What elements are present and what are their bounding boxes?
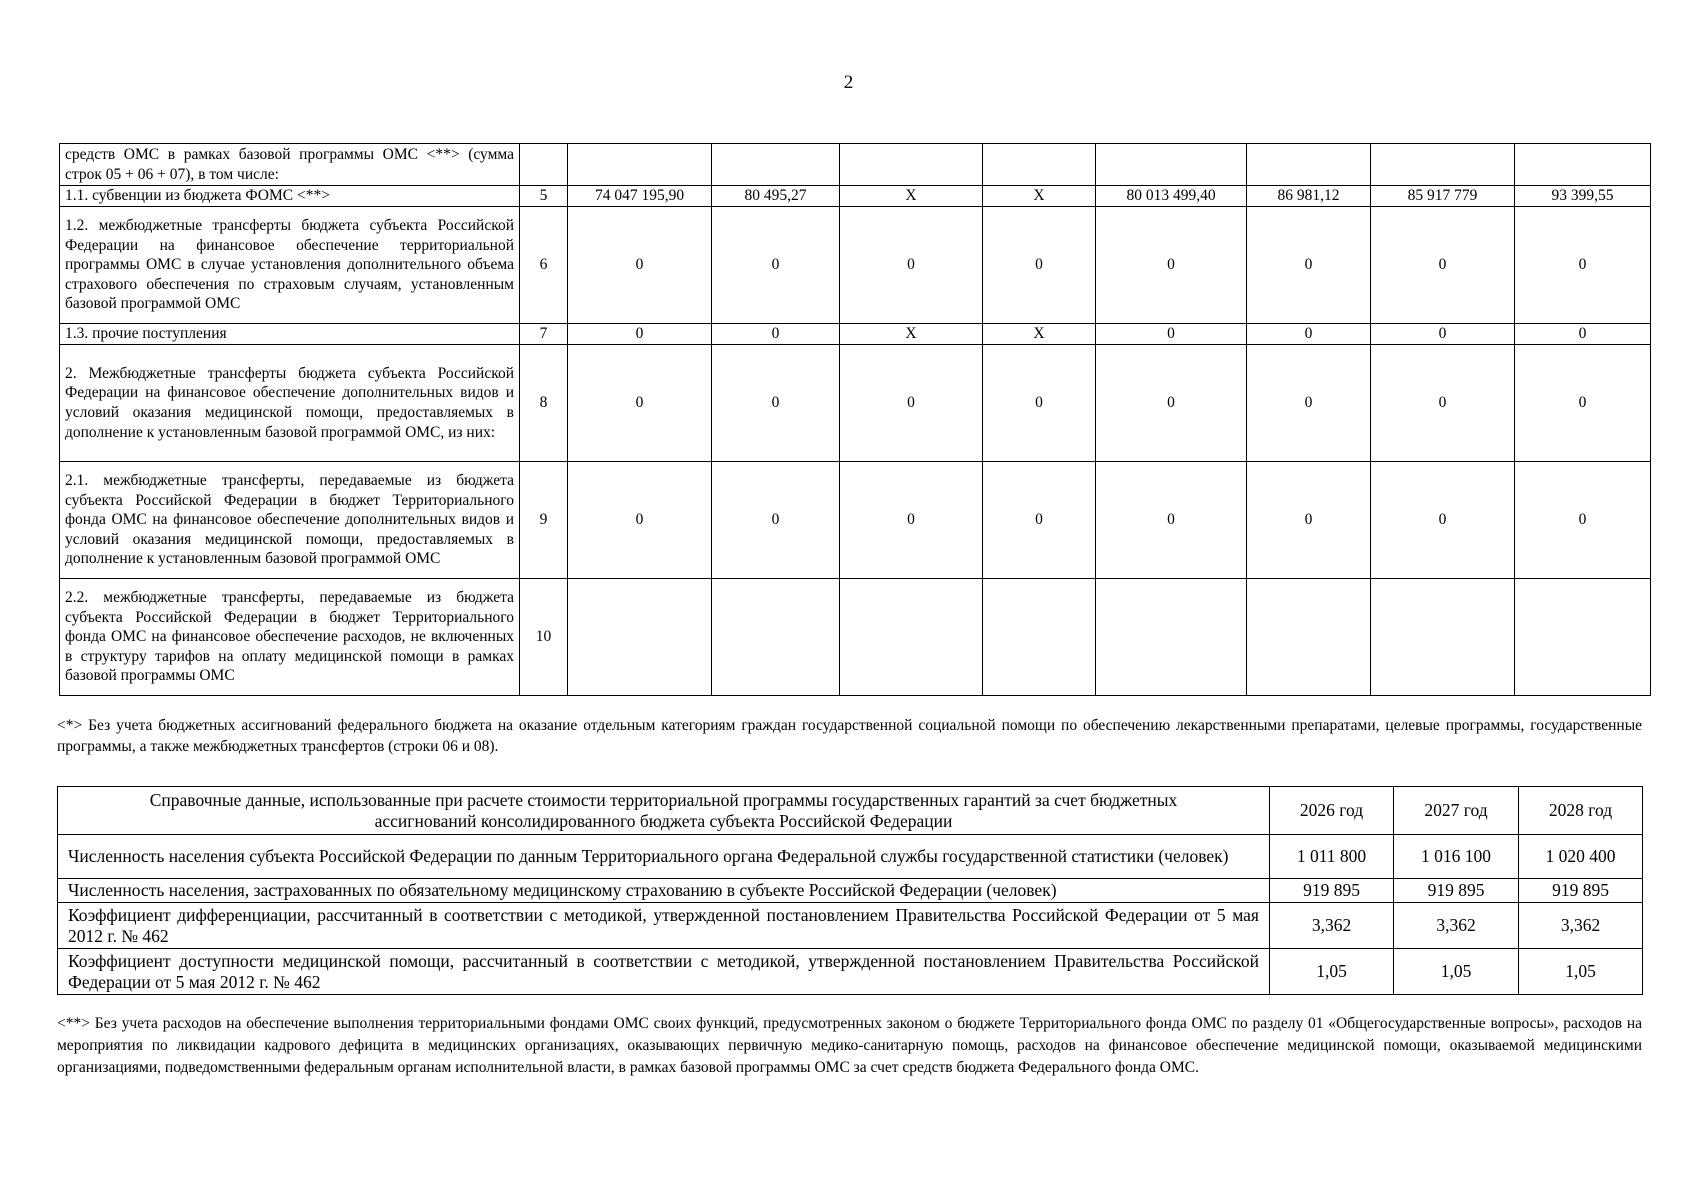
table-cell: 85 917 779: [1371, 186, 1515, 207]
reference-row: [58, 879, 1643, 903]
table-cell: 0: [983, 345, 1096, 462]
table-cell: [712, 144, 840, 186]
table-cell: 0: [1247, 207, 1371, 324]
table-cell: 0: [1096, 462, 1247, 579]
table-cell: [1371, 579, 1515, 696]
table-cell: 0: [840, 462, 983, 579]
table-cell: 0: [1096, 324, 1247, 345]
table-cell: X: [840, 186, 983, 207]
table-cell: [568, 144, 712, 186]
table-cell: 0: [1515, 207, 1651, 324]
reference-value: 3,362: [1270, 903, 1394, 949]
year-2026-header: 2026 год: [1270, 787, 1394, 835]
reference-value: 919 895: [1394, 879, 1519, 903]
row-code: 7: [520, 324, 568, 345]
table-cell: X: [840, 324, 983, 345]
reference-value: 1 016 100: [1394, 835, 1519, 879]
table-row: [60, 186, 1651, 207]
table-cell: 0: [1515, 324, 1651, 345]
table-cell: 0: [1515, 345, 1651, 462]
row-label: 2. Межбюджетные трансферты бюджета субъекта Российской Федерации на финансовое обеспечение дополнительных видов и условий оказания медицинской помощи, предоставляемых в дополнение к установленным базовой программой ОМС, из них:: [60, 345, 520, 462]
table-cell: 0: [1371, 207, 1515, 324]
year-2027-header: 2027 год: [1394, 787, 1519, 835]
table-cell: 0: [568, 207, 712, 324]
table-cell: 0: [1247, 345, 1371, 462]
table-cell: 0: [1247, 324, 1371, 345]
table-cell: 0: [568, 345, 712, 462]
row-code: 8: [520, 345, 568, 462]
row-code: [520, 144, 568, 186]
table-cell: 0: [712, 324, 840, 345]
table-cell: 0: [568, 324, 712, 345]
reference-value: 1 011 800: [1270, 835, 1394, 879]
table-cell: X: [983, 186, 1096, 207]
table-row: [60, 462, 1651, 579]
table-cell: 0: [712, 207, 840, 324]
row-code: 6: [520, 207, 568, 324]
table-cell: 0: [1096, 207, 1247, 324]
table-cell: 80 013 499,40: [1096, 186, 1247, 207]
reference-value: 3,362: [1394, 903, 1519, 949]
reference-row: [58, 949, 1643, 995]
table-cell: [983, 579, 1096, 696]
table-cell: 0: [1371, 324, 1515, 345]
table-cell: [840, 144, 983, 186]
page-number: 2: [843, 72, 854, 93]
table-cell: 0: [1096, 345, 1247, 462]
reference-label: Коэффициент дифференциации, рассчитанный в соответствии с методикой, утвержденной постановлением Правительства Российской Федерации от 5 мая 2012 г. № 462: [58, 903, 1270, 949]
reference-label: Коэффициент доступности медицинской помощи, рассчитанный в соответствии с методикой, утвержденной постановлением Правительства Российской Федерации от 5 мая 2012 г. № 462: [58, 949, 1270, 995]
row-code: 5: [520, 186, 568, 207]
footnote-double-star: <**> Без учета расходов на обеспечение выполнения территориальными фондами ОМС своих функций, предусмотренных законом о бюджете Территориального фонда ОМС по разделу 01 «Общегосударственные вопросы», расходов на мероприятия по ликвидации кадрового дефицита в медицинских организациях, оказывающих первичную медико-санитарную помощь, расходов на финансовое обеспечение медицинской помощи, оказываемой медицинскими организациями, подведомственными федеральным органам исполнительной власти, в рамках базовой программы ОМС за счет средств бюджета Федерального фонда ОМС.: [57, 1015, 1642, 1076]
reference-value: 3,362: [1519, 903, 1643, 949]
table-cell: 0: [840, 345, 983, 462]
table-cell: 0: [983, 207, 1096, 324]
reference-value: 1 020 400: [1519, 835, 1643, 879]
table-row: [60, 207, 1651, 324]
reference-value: 919 895: [1519, 879, 1643, 903]
table-cell: [568, 579, 712, 696]
table-cell: 93 399,55: [1515, 186, 1651, 207]
table-cell: [1247, 579, 1371, 696]
table-cell: [840, 579, 983, 696]
table-row: [60, 345, 1651, 462]
reference-label: Численность населения, застрахованных по обязательному медицинскому страхованию в субъекте Российской Федерации (человек): [58, 879, 1270, 903]
table-cell: [1096, 579, 1247, 696]
reference-value: 1,05: [1270, 949, 1394, 995]
reference-row: [58, 835, 1643, 879]
table-cell: [1096, 144, 1247, 186]
table-cell: 0: [568, 462, 712, 579]
table-cell: 0: [1515, 462, 1651, 579]
table-cell: 0: [1247, 462, 1371, 579]
table-cell: [1515, 144, 1651, 186]
row-label: 1.2. межбюджетные трансферты бюджета субъекта Российской Федерации на финансовое обеспечение территориальной программы ОМС в случае установления дополнительного объема страхового обеспечения по страховым случаям, установленным базовой программой ОМС: [60, 207, 520, 324]
reference-header-row: [58, 787, 1643, 835]
table-cell: [983, 144, 1096, 186]
table-cell: 0: [712, 462, 840, 579]
table-cell: 0: [1371, 345, 1515, 462]
row-label: 2.1. межбюджетные трансферты, передаваемые из бюджета субъекта Российской Федерации в бюджет Территориального фонда ОМС на финансовое обеспечение дополнительных видов и условий оказания медицинской помощи, предоставляемых в дополнение к установленным базовой программой ОМС: [60, 462, 520, 579]
reference-header: Справочные данные, использованные при расчете стоимости территориальной программы государственных гарантий за счет бюджетных ассигнований консолидированного бюджета субъекта Российской Федерации: [58, 787, 1270, 835]
year-2028-header: 2028 год: [1519, 787, 1643, 835]
row-label: средств ОМС в рамках базовой программы ОМС <**> (сумма строк 05 + 06 + 07), в том числе:: [60, 144, 520, 186]
table-cell: 0: [983, 462, 1096, 579]
row-code: 9: [520, 462, 568, 579]
table-cell: [1247, 144, 1371, 186]
table-cell: 0: [712, 345, 840, 462]
reference-data-table: [57, 786, 1643, 995]
table-cell: 74 047 195,90: [568, 186, 712, 207]
reference-row: [58, 903, 1643, 949]
table-cell: [712, 579, 840, 696]
table-row: [60, 579, 1651, 696]
reference-value: 1,05: [1394, 949, 1519, 995]
row-label: 1.3. прочие поступления: [60, 324, 520, 345]
table-cell: 86 981,12: [1247, 186, 1371, 207]
reference-label: Численность населения субъекта Российской Федерации по данным Территориального органа Федеральной службы государственной статистики (человек): [58, 835, 1270, 879]
table-cell: 0: [840, 207, 983, 324]
table-cell: [1515, 579, 1651, 696]
table-cell: X: [983, 324, 1096, 345]
row-label: 1.1. субвенции из бюджета ФОМС <**>: [60, 186, 520, 207]
row-label: 2.2. межбюджетные трансферты, передаваемые из бюджета субъекта Российской Федерации в бюджет Территориального фонда ОМС на финансовое обеспечение расходов, не включенных в структуру тарифов на оплату медицинской помощи в рамках базовой программы ОМС: [60, 579, 520, 696]
table-row: [60, 324, 1651, 345]
budget-table: [59, 143, 1651, 696]
row-code: 10: [520, 579, 568, 696]
reference-value: 919 895: [1270, 879, 1394, 903]
table-cell: [1371, 144, 1515, 186]
table-cell: 0: [1371, 462, 1515, 579]
table-row: [60, 144, 1651, 186]
table-cell: 80 495,27: [712, 186, 840, 207]
footnote-single-star: <*> Без учета бюджетных ассигнований федерального бюджета на оказание отдельным категориям граждан государственной социальной помощи по обеспечению лекарственными препаратами, целевые программы, государственные программы, а также межбюджетных трансфертов (строки 06 и 08).: [57, 717, 1642, 755]
reference-value: 1,05: [1519, 949, 1643, 995]
